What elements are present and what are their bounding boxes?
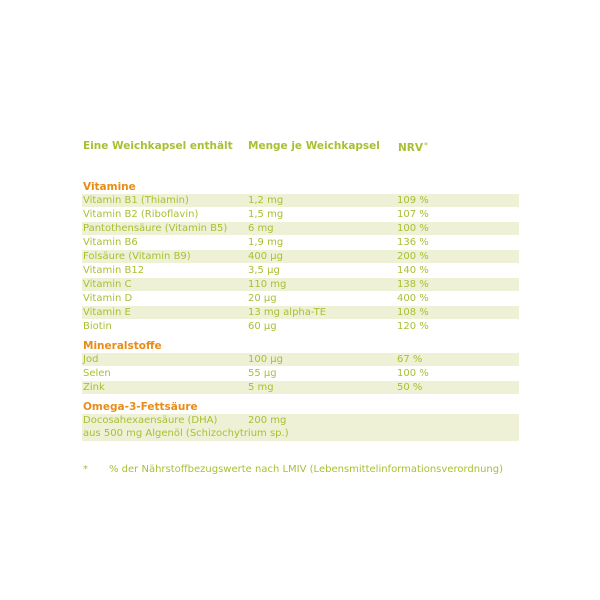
section-title-mineralstoffe: Mineralstoffe <box>83 340 162 352</box>
row-name: Zink <box>83 382 105 393</box>
section-title-vitamine: Vitamine <box>83 181 136 193</box>
row-nrv: 67 % <box>397 354 423 365</box>
row-amount: 20 µg <box>248 293 277 304</box>
row-name: Vitamin E <box>83 307 131 318</box>
table-row <box>82 353 519 367</box>
row-amount: 1,9 mg <box>248 237 284 248</box>
row-amount: 13 mg alpha-TE <box>248 307 327 318</box>
table-row <box>82 264 519 278</box>
header-nrv-marker: * <box>424 141 428 150</box>
row-name: Vitamin D <box>83 293 133 304</box>
row-name: Pantothensäure (Vitamin B5) <box>83 223 228 234</box>
table-row <box>82 222 519 236</box>
row-name: Vitamin C <box>83 279 132 290</box>
omega-name-line1: Docosahexaensäure (DHA) <box>83 415 218 426</box>
row-nrv: 138 % <box>397 279 429 290</box>
row-nrv: 120 % <box>397 321 429 332</box>
header-amount: Menge je Weichkapsel <box>248 140 380 152</box>
table-row <box>82 236 519 250</box>
nutrition-table <box>82 181 519 441</box>
row-amount: 110 mg <box>248 279 287 290</box>
row-amount: 55 µg <box>248 368 277 379</box>
row-name: Vitamin B6 <box>83 237 138 248</box>
table-row <box>82 208 519 222</box>
omega-name-line2: aus 500 mg Algenöl (Schizochytrium sp.) <box>83 428 289 439</box>
row-nrv: 100 % <box>397 223 429 234</box>
header-content: Eine Weichkapsel enthält <box>83 140 233 152</box>
table-row <box>82 194 519 208</box>
header-nrv-label: NRV <box>398 142 423 154</box>
row-nrv: 107 % <box>397 209 429 220</box>
row-amount: 3,5 µg <box>248 265 280 276</box>
row-nrv: 136 % <box>397 237 429 248</box>
row-nrv: 140 % <box>397 265 429 276</box>
row-amount: 6 mg <box>248 223 274 234</box>
row-nrv: 400 % <box>397 293 429 304</box>
row-amount: 100 µg <box>248 354 283 365</box>
table-row <box>82 278 519 292</box>
row-name: Vitamin B1 (Thiamin) <box>83 195 189 206</box>
header-nrv <box>398 139 428 155</box>
footnote-text: % der Nährstoffbezugswerte nach LMIV (Lebensmittelinformationsverordnung) <box>109 464 503 475</box>
row-name: Jod <box>83 354 99 365</box>
row-nrv: 108 % <box>397 307 429 318</box>
table-row <box>82 381 519 395</box>
row-name: Vitamin B12 <box>83 265 145 276</box>
row-amount: 1,5 mg <box>248 209 284 220</box>
omega-amount: 200 mg <box>248 415 287 426</box>
vitamine-rows <box>82 194 519 334</box>
row-amount: 400 µg <box>248 251 283 262</box>
row-nrv: 100 % <box>397 368 429 379</box>
row-nrv: 50 % <box>397 382 423 393</box>
table-row <box>82 306 519 320</box>
row-name: Vitamin B2 (Riboflavin) <box>83 209 199 220</box>
table-row <box>82 292 519 306</box>
omega-row <box>82 414 519 441</box>
mineralstoffe-rows <box>82 353 519 395</box>
row-amount: 60 µg <box>248 321 277 332</box>
row-name: Selen <box>83 368 111 379</box>
row-amount: 5 mg <box>248 382 274 393</box>
table-row <box>82 320 519 334</box>
footnote <box>83 463 503 476</box>
table-header <box>0 139 600 153</box>
footnote-marker: * <box>83 464 88 475</box>
row-nrv: 109 % <box>397 195 429 206</box>
row-name: Biotin <box>83 321 112 332</box>
table-row <box>82 250 519 264</box>
table-row <box>82 367 519 381</box>
row-amount: 1,2 mg <box>248 195 284 206</box>
row-nrv: 200 % <box>397 251 429 262</box>
section-title-omega: Omega-3-Fettsäure <box>83 401 198 413</box>
row-name: Folsäure (Vitamin B9) <box>83 251 191 262</box>
